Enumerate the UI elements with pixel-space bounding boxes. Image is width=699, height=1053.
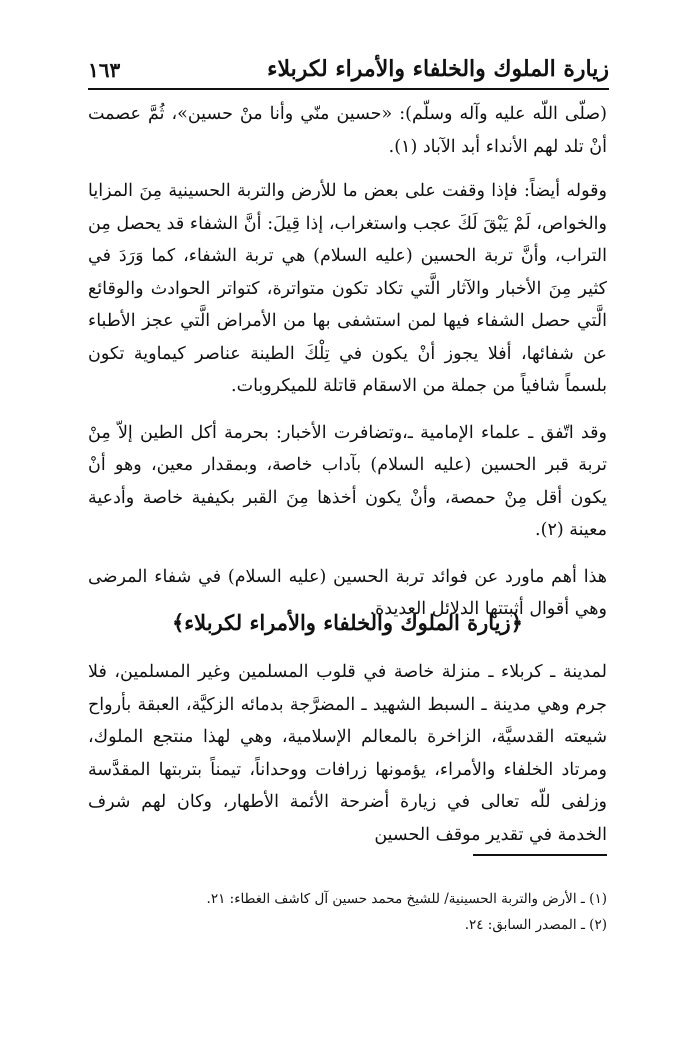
paragraph-tربة-shifa: وقوله أيضاً: فإذا وقفت على بعض ما للأرض والتربة الحسينية مِنَ المزايا والخواص، لَمْ يَبْقَ لَكَ عجب واستغراب، إذا قِيلَ: أنَّ الشفاء قد يحصل مِن التراب، وأنَّ تربة الحسين (عليه السلام) هي تربة الشفاء، كما وَرَدَ في كثير مِنَ الأخبار والآثار الَّتي تكاد تكون متواترة، كتواتر الحوادث والوقائع الَّتي حصل الشفاء فيها لمن استشفى بها من الأمراض الَّتي عجز الأطباء عن شفائها، أفلا يجوز أنْ يكون في تِلْكَ الطينة عناصر كيماوية تكون بلسماً شافياً من جملة من الاسقام قاتلة للميكروبات.: [88, 181, 607, 396]
footnotes: [88, 886, 607, 938]
section-text: [88, 656, 607, 851]
footnote-rule: [473, 854, 607, 856]
main-text: [88, 98, 607, 640]
paragraph-ulama: وقد اتّفق ـ علماء الإمامية ـ،وتضافرت الأخبار: بحرمة أكل الطين إلاّ مِنْ تربة قبر الحسين (عليه السلام) بآداب خاصة، وبمقدار معين، وهو أنْ يكون أقل مِنْ حمصة، وأنْ يكون أخذها مِنَ القبر بكيفية خاصة وأدعية معينة (٢).: [88, 422, 607, 540]
page-number: ١٦٣: [88, 58, 121, 82]
section-heading: ﴿زيارة الملوك والخلفاء والأمراء لكربلاء﴾: [172, 610, 523, 635]
paragraph-continuation: (صلّى اللّه عليه وآله وسلّم): «حسين منّي وأنا منْ حسين»، ثُمَّ عصمت أنْ تلد لهم الأنداء أبد الآباد (١).: [88, 104, 607, 157]
footnote-2: (٢) ـ المصدر السابق: ٢٤.: [464, 917, 607, 933]
paragraph-summary: هذا أهم ماورد عن فوائد تربة الحسين (عليه السلام) في شفاء المرضى وهي أقوال أثبتتها الدلائل العديدة.: [88, 566, 607, 619]
running-title: زيارة الملوك والخلفاء والأمراء لكربلاء: [267, 56, 609, 82]
paragraph-karbala: لمدينة ـ كربلاء ـ منزلة خاصة في قلوب المسلمين وغير المسلمين، فلا جرم وهي مدينة ـ السبط الشهيد ـ المضرَّجة بدمائه الزكيَّة، العبقة بأرواح شيعته القدسيَّة، الزاخرة بالمعالم الإسلامية، وهي لهذا منتجع الملوك، ومرتاد الخلفاء والأمراء، يؤمونها زرافات ووحداناً، تيمناً بتربتها المقدَّسة وزلفى للّه تعالى في زيارة أضرحة الأئمة الأطهار، وكان لهم شرف الخدمة في تقدير موقف الحسين: [88, 662, 607, 845]
footnote-1: (١) ـ الأرض والتربة الحسينية/ للشيخ محمد حسين آل كاشف الغطاء: ٢١.: [206, 891, 607, 907]
running-header: [88, 52, 609, 88]
header-rule: [88, 88, 609, 90]
